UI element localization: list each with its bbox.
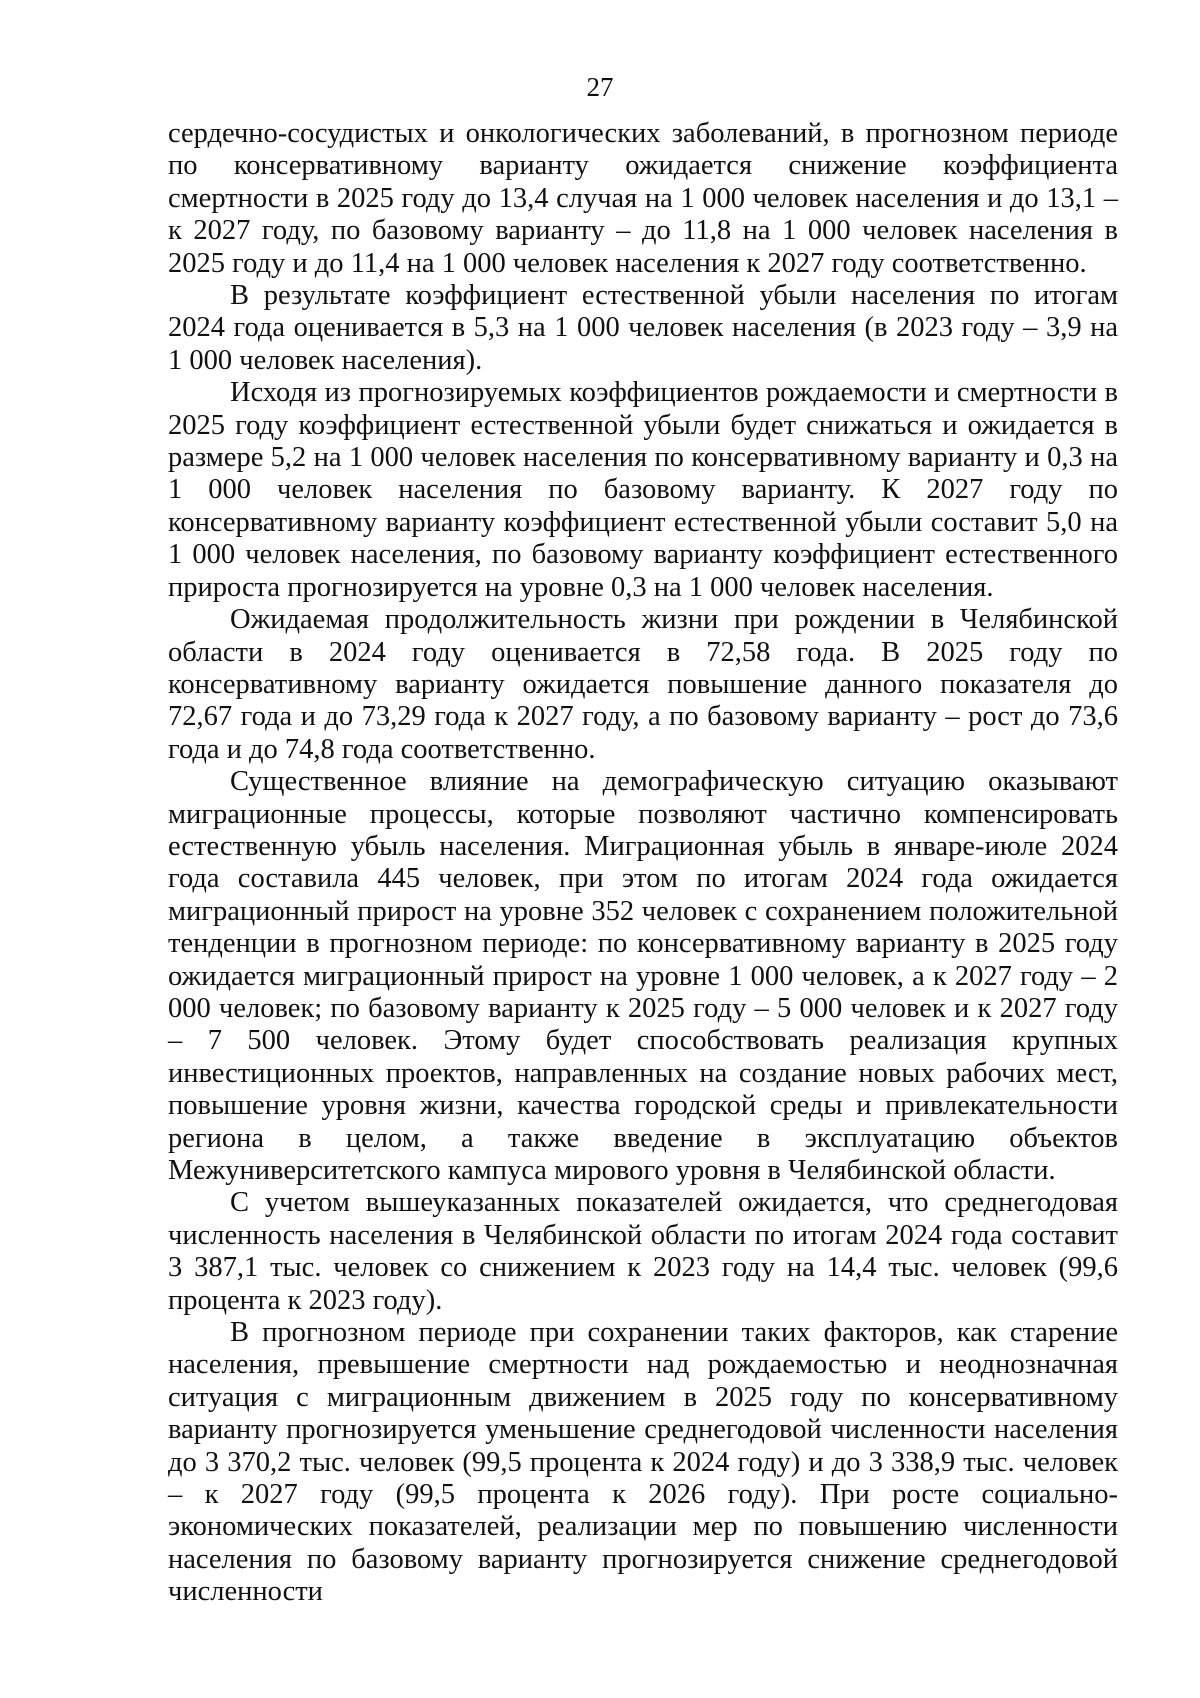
paragraph-population-forecast: В прогнозном периоде при сохранении таких факторов, как старение населения, превышение смертности над рождаемостью и неоднозначная ситуация с миграционным движением в 2025 году по консервативному варианту прогнозируется уменьшение среднегодовой численности населения до 3 370,2 тыс. человек (99,5 процента к 2024 году) и до 3 338,9 тыс. человек – к 2027 году (99,5 процента к 2026 году). При росте социально-экономических показателей, реализации мер по повышению численности населения по базовому варианту прогнозируется снижение среднегодовой численности [168,1317,1118,1608]
paragraph-natural-decline-forecast: Исходя из прогнозируемых коэффициентов рождаемости и смертности в 2025 году коэффициент естественной убыли будет снижаться и ожидается в размере 5,2 на 1 000 человек населения по консервативному варианту и 0,3 на 1 000 человек населения по базовому варианту. К 2027 году по консервативному варианту коэффициент естественной убыли составит 5,0 на 1 000 человек населения, по базовому варианту коэффициент естественного прироста прогнозируется на уровне 0,3 на 1 000 человек населения. [168,377,1118,603]
paragraph-migration: Существенное влияние на демографическую ситуацию оказывают миграционные процессы, которые позволяют частично компенсировать естественную убыль населения. Миграционная убыль в январе-июле 2024 года составила 445 человек, при этом по итогам 2024 года ожидается миграционный прирост на уровне 352 человек с сохранением положительной тенденции в прогнозном периоде: по консервативному варианту в 2025 году ожидается миграционный прирост на уровне 1 000 человек, а к 2027 году – 2 000 человек; по базовому варианту к 2025 году – 5 000 человек и к 2027 году – 7 500 человек. Этому будет способствовать реализация крупных инвестиционных проектов, направленных на создание новых рабочих мест, повышение уровня жизни, качества городской среды и привлекательности региона в целом, а также введение в эксплуатацию объектов Межуниверситетского кампуса мирового уровня в Челябинской области. [168,766,1118,1186]
document-body [168,118,1118,1609]
paragraph-mortality-forecast: сердечно-сосудистых и онкологических заболеваний, в прогнозном периоде по консервативному варианту ожидается снижение коэффициента смертности в 2025 году до 13,4 случая на 1 000 человек населения и до 13,1 – к 2027 году, по базовому варианту – до 11,8 на 1 000 человек населения в 2025 году и до 11,4 на 1 000 человек населения к 2027 году соответственно. [168,118,1118,279]
paragraph-natural-decline-2024: В результате коэффициент естественной убыли населения по итогам 2024 года оценивается в 5,3 на 1 000 человек населения (в 2023 году – 3,9 на 1 000 человек населения). [168,280,1118,376]
paragraph-average-population-2024: С учетом вышеуказанных показателей ожидается, что среднегодовая численность населения в Челябинской области по итогам 2024 года составит 3 387,1 тыс. человек со снижением к 2023 году на 14,4 тыс. человек (99,6 процента к 2023 году). [168,1187,1118,1316]
paragraph-life-expectancy: Ожидаемая продолжительность жизни при рождении в Челябинской области в 2024 году оценивается в 72,58 года. В 2025 году по консервативному варианту ожидается повышение данного показателя до 72,67 года и до 73,29 года к 2027 году, а по базовому варианту – рост до 73,6 года и до 74,8 года соответственно. [168,604,1118,765]
page-number: 27 [586,72,614,102]
